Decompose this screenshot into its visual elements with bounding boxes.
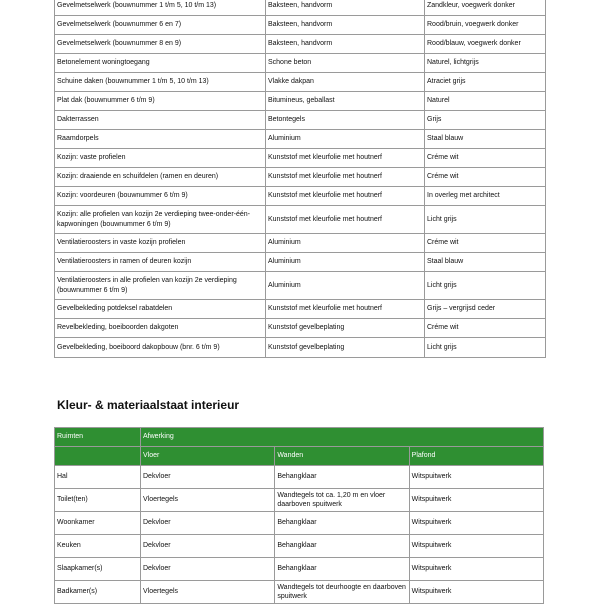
table-row (55, 206, 546, 234)
color-cell: Licht grijs (425, 272, 546, 300)
material-cell: Vlakke dakpan (266, 73, 425, 92)
color-cell: Créme wit (425, 319, 546, 338)
table-row (55, 319, 546, 338)
table-row (55, 581, 544, 604)
table-row (55, 149, 546, 168)
table-row (55, 187, 546, 206)
color-cell: Naturel, lichtgrijs (425, 54, 546, 73)
walls-cell: Behangklaar (275, 558, 409, 581)
material-cell: Betontegels (266, 111, 425, 130)
header-empty-cell (55, 447, 141, 466)
color-cell: Créme wit (425, 149, 546, 168)
material-cell: Baksteen, handvorm (266, 16, 425, 35)
ceiling-cell: Witspuitwerk (409, 512, 543, 535)
floor-cell: Dekvloer (141, 512, 275, 535)
interior-subheader-row (55, 447, 544, 466)
walls-cell: Wandtegels tot ca. 1,20 m en vloer daarboven spuitwerk (275, 489, 409, 512)
color-cell: Grijs – vergrijsd ceder (425, 300, 546, 319)
element-cell: Kozijn: alle profielen van kozijn 2e verdieping twee-onder-één-kapwoningen (bouwnummer 6 t/m 9) (55, 206, 266, 234)
color-cell: Rood/blauw, voegwerk donker (425, 35, 546, 54)
floor-cell: Vloertegels (141, 489, 275, 512)
table-row (55, 272, 546, 300)
table-row (55, 92, 546, 111)
walls-cell: Behangklaar (275, 512, 409, 535)
table-row (55, 16, 546, 35)
table-row (55, 54, 546, 73)
table-row (55, 0, 546, 16)
walls-cell: Wandtegels tot deurhoogte en daarboven spuitwerk (275, 581, 409, 604)
interior-section-title: Kleur- & materiaalstaat interieur (57, 398, 240, 412)
table-row (55, 35, 546, 54)
table-row (55, 234, 546, 253)
color-cell: Naturel (425, 92, 546, 111)
color-cell: Licht grijs (425, 206, 546, 234)
room-cell: Slaapkamer(s) (55, 558, 141, 581)
element-cell: Betonelement woningtoegang (55, 54, 266, 73)
material-cell: Bitumineus, geballast (266, 92, 425, 111)
element-cell: Revelbekleding, boeiboorden dakgoten (55, 319, 266, 338)
element-cell: Ventilatieroosters in ramen of deuren kozijn (55, 253, 266, 272)
ceiling-cell: Witspuitwerk (409, 581, 543, 604)
table-row (55, 558, 544, 581)
floor-cell: Dekvloer (141, 466, 275, 489)
ceiling-cell: Witspuitwerk (409, 466, 543, 489)
material-cell: Kunststof met kleurfolie met houtnerf (266, 149, 425, 168)
room-cell: Hal (55, 466, 141, 489)
room-cell: Badkamer(s) (55, 581, 141, 604)
material-cell: Baksteen, handvorm (266, 0, 425, 16)
element-cell: Dakterrassen (55, 111, 266, 130)
element-cell: Gevelmetselwerk (bouwnummer 6 en 7) (55, 16, 266, 35)
walls-cell: Behangklaar (275, 535, 409, 558)
color-cell: Licht grijs (425, 338, 546, 358)
interior-table-body (55, 428, 544, 604)
element-cell: Plat dak (bouwnummer 6 t/m 9) (55, 92, 266, 111)
element-cell: Gevelmetselwerk (bouwnummer 1 t/m 5, 10 t/m 13) (55, 0, 266, 16)
element-cell: Kozijn: voordeuren (bouwnummer 6 t/m 9) (55, 187, 266, 206)
floor-cell: Dekvloer (141, 535, 275, 558)
color-cell: Rood/bruin, voegwerk donker (425, 16, 546, 35)
color-cell: Grijs (425, 111, 546, 130)
color-cell: Staal blauw (425, 253, 546, 272)
material-cell: Aluminium (266, 253, 425, 272)
table-row (55, 338, 546, 358)
element-cell: Schuine daken (bouwnummer 1 t/m 5, 10 t/m 13) (55, 73, 266, 92)
material-cell: Kunststof met kleurfolie met houtnerf (266, 187, 425, 206)
material-cell: Kunststof met kleurfolie met houtnerf (266, 206, 425, 234)
table-row (55, 73, 546, 92)
table-row (55, 512, 544, 535)
material-cell: Aluminium (266, 234, 425, 253)
material-cell: Schone beton (266, 54, 425, 73)
element-cell: Raamdorpels (55, 130, 266, 149)
color-cell: Staal blauw (425, 130, 546, 149)
color-cell: Zandkleur, voegwerk donker (425, 0, 546, 16)
table-row (55, 168, 546, 187)
element-cell: Ventilatieroosters in alle profielen van kozijn 2e verdieping (bouwnummer 6 t/m 9) (55, 272, 266, 300)
table-row (55, 535, 544, 558)
header-afwerking: Afwerking (141, 428, 544, 447)
interior-material-table (54, 427, 544, 604)
element-cell: Kozijn: vaste profielen (55, 149, 266, 168)
element-cell: Gevelbekleding potdeksel rabatdelen (55, 300, 266, 319)
floor-cell: Vloertegels (141, 581, 275, 604)
header-plafond: Plafond (409, 447, 543, 466)
material-cell: Aluminium (266, 130, 425, 149)
header-vloer: Vloer (141, 447, 275, 466)
table-row (55, 300, 546, 319)
ceiling-cell: Witspuitwerk (409, 558, 543, 581)
color-cell: Créme wit (425, 168, 546, 187)
ceiling-cell: Witspuitwerk (409, 535, 543, 558)
material-cell: Kunststof gevelbeplating (266, 338, 425, 358)
header-ruimten: Ruimten (55, 428, 141, 447)
floor-cell: Dekvloer (141, 558, 275, 581)
table-row (55, 253, 546, 272)
color-cell: Créme wit (425, 234, 546, 253)
element-cell: Gevelbekleding, boeiboord dakopbouw (bnr. 6 t/m 9) (55, 338, 266, 358)
room-cell: Keuken (55, 535, 141, 558)
walls-cell: Behangklaar (275, 466, 409, 489)
exterior-table-body (55, 0, 546, 358)
element-cell: Ventilatieroosters in vaste kozijn profielen (55, 234, 266, 253)
material-cell: Baksteen, handvorm (266, 35, 425, 54)
color-cell: Atraciet grijs (425, 73, 546, 92)
room-cell: Toilet(ten) (55, 489, 141, 512)
header-wanden: Wanden (275, 447, 409, 466)
room-cell: Woonkamer (55, 512, 141, 535)
table-row (55, 111, 546, 130)
element-cell: Gevelmetselwerk (bouwnummer 8 en 9) (55, 35, 266, 54)
table-row (55, 130, 546, 149)
material-cell: Kunststof met kleurfolie met houtnerf (266, 168, 425, 187)
ceiling-cell: Witspuitwerk (409, 489, 543, 512)
element-cell: Kozijn: draaiende en schuifdelen (ramen en deuren) (55, 168, 266, 187)
table-row (55, 466, 544, 489)
interior-header-row (55, 428, 544, 447)
exterior-material-table (54, 0, 546, 358)
color-cell: In overleg met architect (425, 187, 546, 206)
material-cell: Kunststof gevelbeplating (266, 319, 425, 338)
material-cell: Kunststof met kleurfolie met houtnerf (266, 300, 425, 319)
table-row (55, 489, 544, 512)
material-cell: Aluminium (266, 272, 425, 300)
